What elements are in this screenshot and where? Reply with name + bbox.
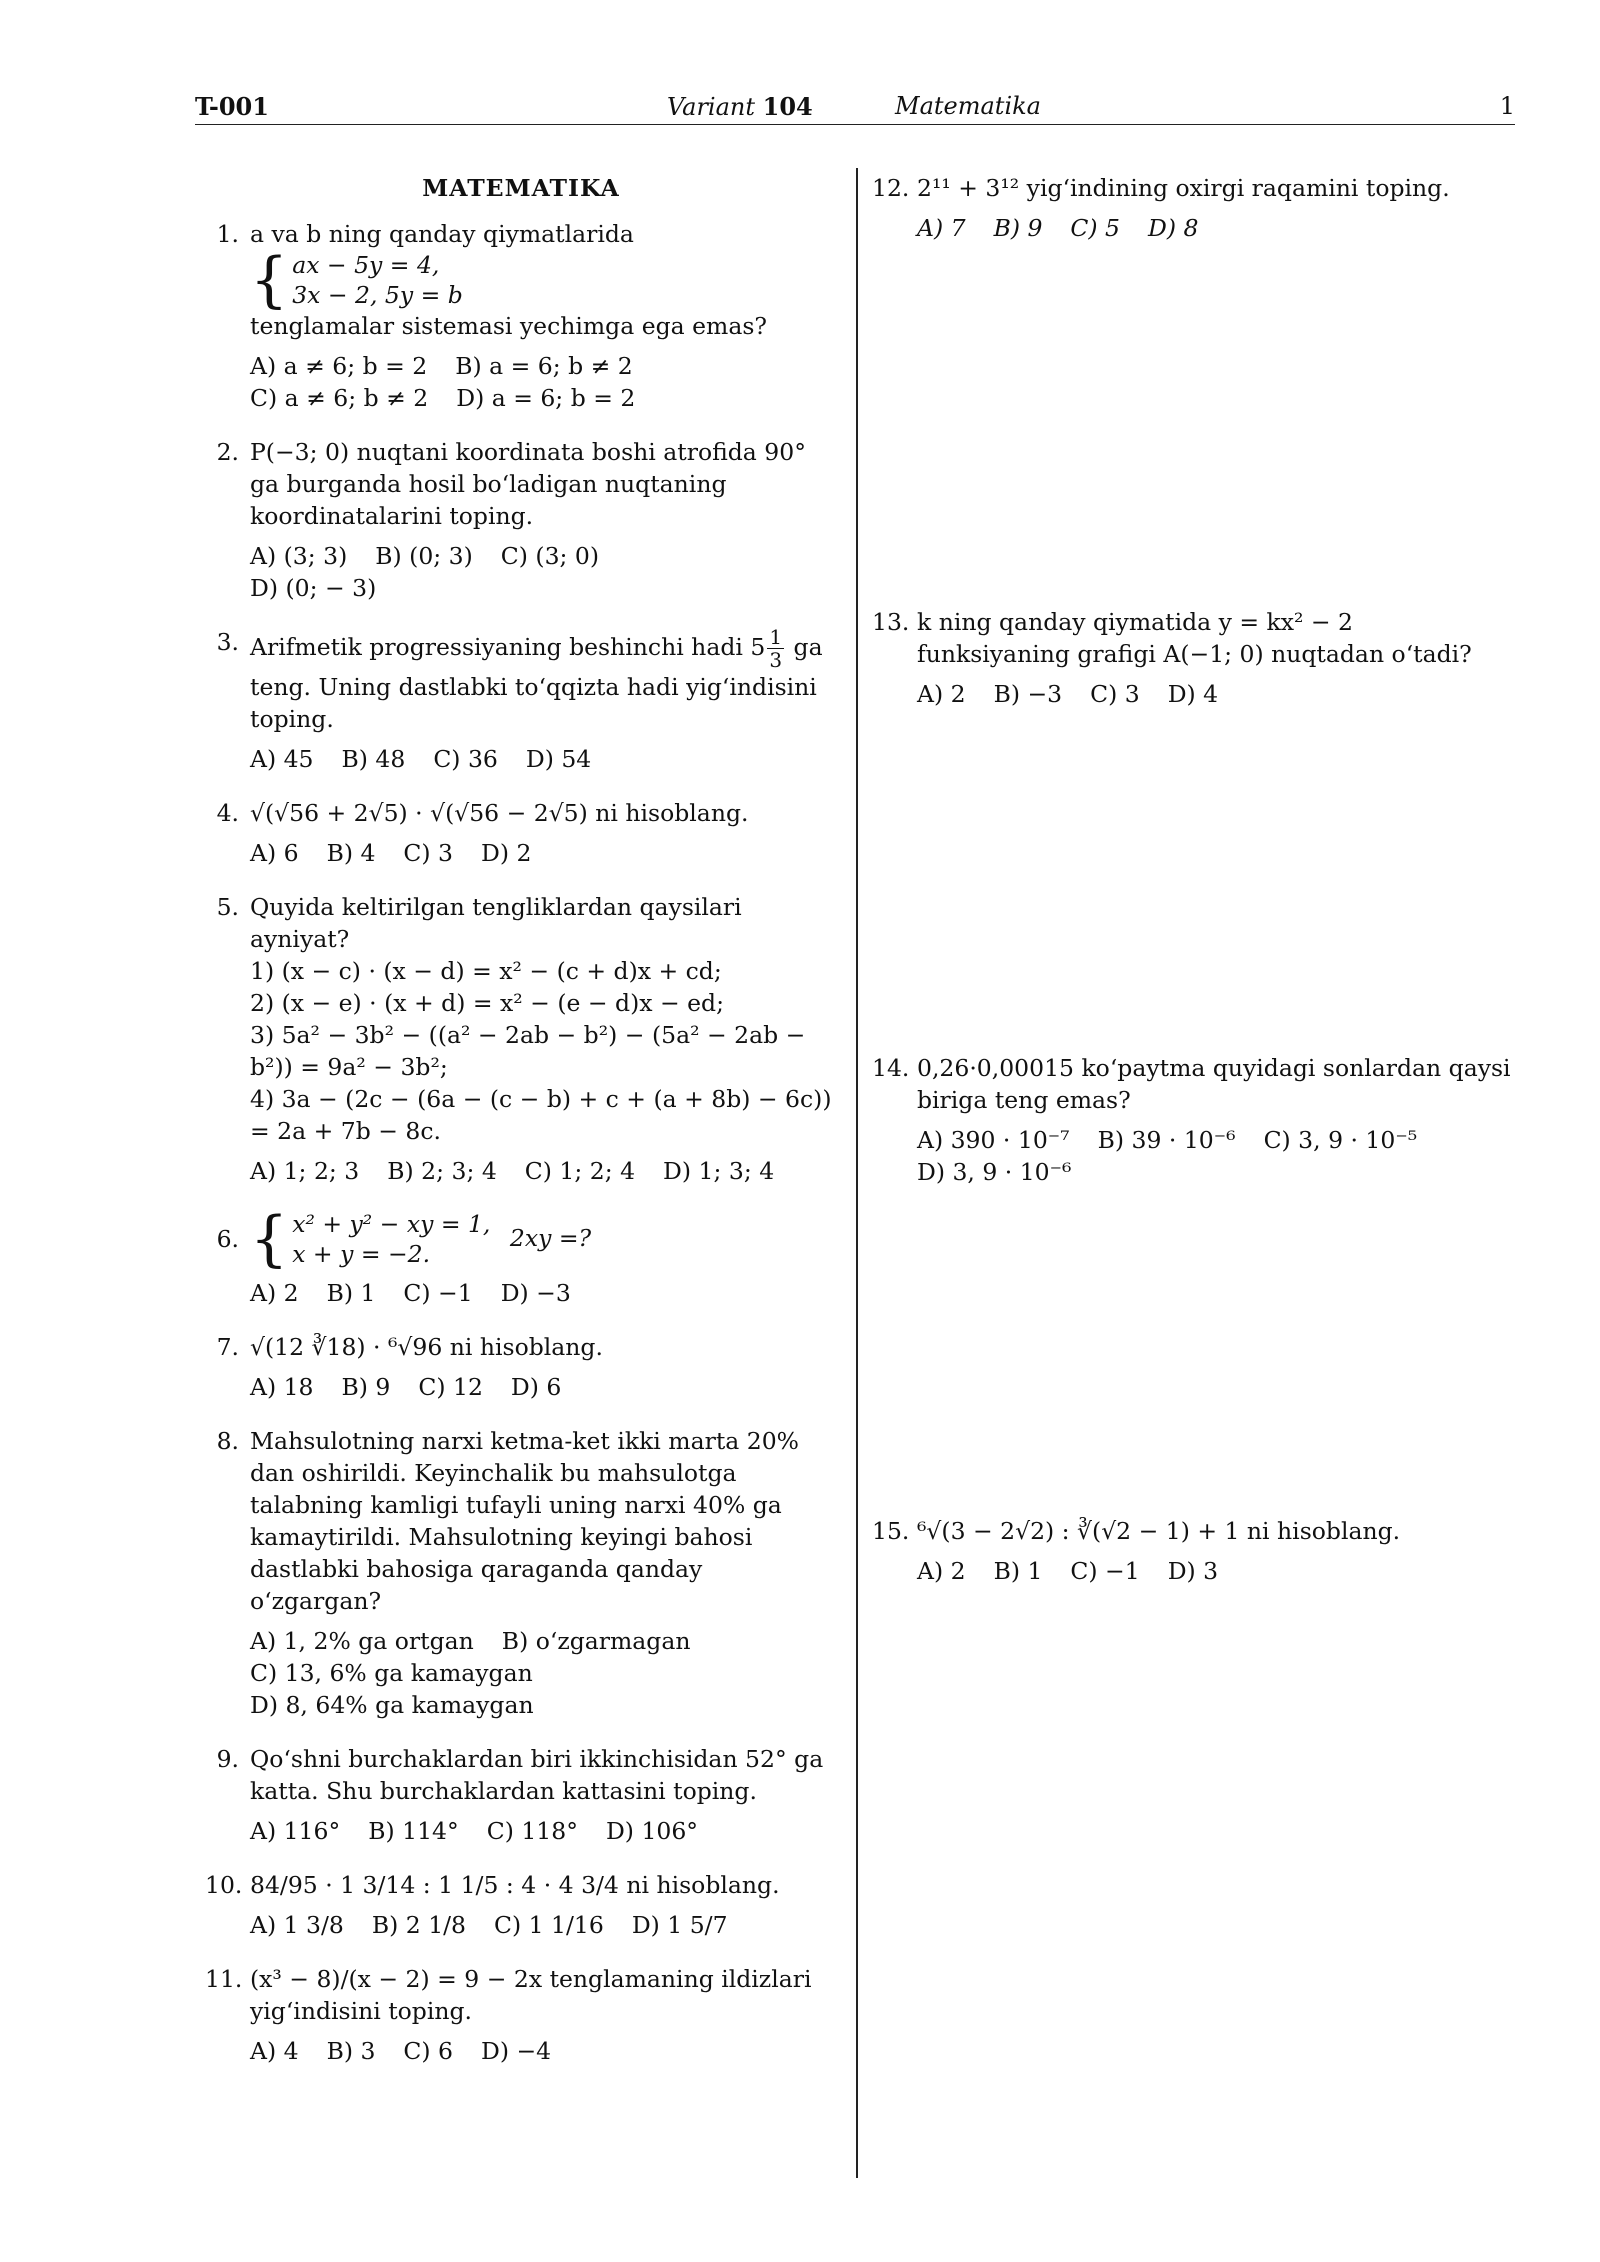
stem-text: tenglamalar sistemasi yechimga ega emas?	[250, 312, 767, 340]
choice-a[interactable]: A) a ≠ 6; b = 2	[250, 352, 428, 380]
stem-text: Quyida keltirilgan tengliklardan qaysilari ayniyat?	[250, 893, 742, 953]
subject-label: Matematika	[895, 92, 1041, 120]
problem-11	[205, 1963, 837, 2067]
problem-stem: Qo‘shni burchaklardan biri ikkinchisidan 52° ga katta. Shu burchaklardan kattasini toping.	[250, 1745, 824, 1805]
answer-choices	[250, 743, 837, 775]
choice-d[interactable]: D) −3	[500, 1279, 571, 1307]
problem-6	[205, 1204, 837, 1309]
identity-statement: 3) 5a² − 3b² − ((a² − 2ab − b²) − (5a² − 2ab − b²)) = 9a² − 3b²;	[250, 1021, 806, 1081]
problem-number: 10.	[205, 1871, 243, 1899]
answer-choices	[250, 1909, 837, 1941]
stem-text: a va b ning qanday qiymatlarida	[250, 220, 634, 248]
choice-b[interactable]: B) 1	[993, 1557, 1043, 1585]
problem-number: 6.	[216, 1225, 239, 1253]
choice-d[interactable]: D) 8, 64% ga kamaygan	[250, 1691, 534, 1719]
problem-stem: 2¹¹ + 3¹² yig‘indining oxirgi raqamini toping.	[917, 174, 1450, 202]
denominator: 3	[769, 648, 783, 672]
choice-d[interactable]: D) 1 5/7	[631, 1911, 728, 1939]
numerator: 1	[769, 625, 783, 649]
choice-b[interactable]: B) 1	[326, 1279, 376, 1307]
choice-b[interactable]: B) (0; 3)	[375, 542, 473, 570]
problem-5	[205, 891, 837, 1187]
page-number: 1	[1499, 92, 1515, 120]
variant-number: 104	[762, 92, 813, 121]
choice-b[interactable]: B) 2 1/8	[371, 1911, 467, 1939]
problem-stem: Mahsulotning narxi ketma-ket ikki marta 20% dan oshirildi. Keyinchalik bu mahsulotga talabning kamligi tufayli uning narxi 40% ga kamaytirildi. Mahsulotning keyingi bahosi dastlabki bahosiga qaraganda qanday o‘zgargan?	[250, 1427, 799, 1615]
choice-c[interactable]: C) a ≠ 6; b ≠ 2	[250, 384, 429, 412]
left-column	[205, 172, 837, 2089]
answer-choices	[250, 540, 837, 604]
problem-7	[205, 1331, 837, 1403]
problem-number: 7.	[216, 1333, 239, 1361]
answer-choices	[250, 1625, 837, 1721]
problem-stem: 84/95 · 1 3/14 : 1 1/5 : 4 · 4 3/4 ni hisoblang.	[250, 1871, 780, 1899]
choice-b[interactable]: B) 48	[341, 745, 406, 773]
choice-a[interactable]: A) 1; 2; 3	[250, 1157, 360, 1185]
problem-stem	[250, 1204, 837, 1274]
problem-3	[205, 626, 837, 775]
choice-b[interactable]: B) 114°	[368, 1817, 459, 1845]
choice-c[interactable]: C) 5	[1070, 214, 1120, 242]
choice-a[interactable]: A) 1 3/8	[250, 1911, 344, 1939]
choice-c[interactable]: C) 3	[1090, 680, 1140, 708]
choice-a[interactable]: A) 2	[917, 680, 966, 708]
variant-label	[667, 92, 813, 121]
choice-b[interactable]: B) 4	[326, 839, 376, 867]
choice-d[interactable]: D) 6	[510, 1373, 562, 1401]
problem-number: 2.	[216, 438, 239, 466]
problem-number: 12.	[872, 174, 910, 202]
problem-number: 13.	[872, 608, 910, 636]
choice-d[interactable]: D) 106°	[605, 1817, 699, 1845]
problem-stem: (x³ − 8)/(x − 2) = 9 − 2x tenglamaning ildizlari yig‘indisini toping.	[250, 1965, 812, 2025]
choice-b[interactable]: B) −3	[993, 680, 1063, 708]
choice-d[interactable]: D) 2	[481, 839, 532, 867]
choice-d[interactable]: D) (0; − 3)	[250, 574, 377, 602]
choice-c[interactable]: C) 1 1/16	[494, 1911, 604, 1939]
system-row: ax − 5y = 4,	[292, 251, 440, 279]
mixed-fraction	[767, 626, 784, 671]
test-code: T-001	[195, 92, 269, 121]
stem-text: ga teng. Uning dastlabki to‘qqizta hadi yig‘indisini toping.	[250, 633, 823, 733]
choice-c[interactable]: C) 118°	[486, 1817, 578, 1845]
choice-b[interactable]: B) 2; 3; 4	[387, 1157, 497, 1185]
brace-icon: {	[250, 1204, 289, 1274]
choice-b[interactable]: B) a = 6; b ≠ 2	[455, 352, 633, 380]
problem-stem: √(12 ∛18) · ⁶√96 ni hisoblang.	[250, 1333, 603, 1361]
choice-c[interactable]: C) 36	[433, 745, 498, 773]
choice-a[interactable]: A) 45	[250, 745, 314, 773]
system-row: x² + y² − xy = 1,	[292, 1210, 491, 1238]
problem-4	[205, 797, 837, 869]
identity-statement: 1) (x − c) · (x − d) = x² − (c + d)x + cd;	[250, 957, 722, 985]
choice-b[interactable]: B) 9	[993, 214, 1043, 242]
choice-d[interactable]: D) 4	[1167, 680, 1219, 708]
problem-2	[205, 436, 837, 604]
answer-choices	[250, 837, 837, 869]
choice-a[interactable]: A) 390 · 10⁻⁷	[917, 1126, 1070, 1154]
choice-a[interactable]: A) 6	[250, 839, 299, 867]
choice-d[interactable]: D) 1; 3; 4	[663, 1157, 775, 1185]
choice-a[interactable]: A) 116°	[250, 1817, 341, 1845]
choice-c[interactable]: C) 13, 6% ga kamaygan	[250, 1659, 533, 1687]
problem-number: 3.	[216, 628, 239, 656]
problem-14	[872, 1052, 1512, 1188]
problem-stem	[250, 218, 837, 342]
answer-choices	[917, 212, 1512, 244]
problem-13	[872, 606, 1512, 710]
choice-c[interactable]: C) −1	[403, 1279, 473, 1307]
blank-space	[872, 732, 1512, 1052]
choice-a[interactable]: A) (3; 3)	[250, 542, 348, 570]
problem-number: 15.	[872, 1517, 910, 1545]
system-row: 3x − 2, 5y = b	[292, 281, 463, 309]
identity-statement: 2) (x − e) · (x + d) = x² − (e − d)x − ed;	[250, 989, 724, 1017]
choice-a[interactable]: A) 18	[250, 1373, 314, 1401]
page-header	[195, 90, 1515, 125]
choice-d[interactable]: D) a = 6; b = 2	[456, 384, 636, 412]
problem-12	[872, 172, 1512, 244]
answer-choices	[917, 678, 1512, 710]
choice-d[interactable]: D) 8	[1148, 214, 1199, 242]
problem-stem: 0,26·0,00015 ko‘paytma quyidagi sonlardan qaysi biriga teng emas?	[917, 1054, 1511, 1114]
blank-space	[872, 266, 1512, 606]
choice-a[interactable]: A) 2	[250, 1279, 299, 1307]
answer-choices	[917, 1555, 1512, 1587]
answer-choices	[250, 1371, 837, 1403]
variant-word: Variant	[667, 93, 755, 121]
problem-10	[205, 1869, 837, 1941]
answer-choices	[250, 350, 837, 414]
equation-system	[250, 245, 463, 315]
answer-choices	[917, 1124, 1512, 1188]
problem-number: 9.	[216, 1745, 239, 1773]
equation-system	[250, 1204, 491, 1274]
choice-a[interactable]: A) 2	[917, 1557, 966, 1585]
problem-1	[205, 218, 837, 414]
choice-c[interactable]: C) 12	[418, 1373, 483, 1401]
choice-c[interactable]: C) 6	[403, 2037, 453, 2065]
column-divider	[856, 168, 858, 2178]
problem-15	[872, 1515, 1512, 1587]
problem-stem: k ning qanday qiymatida y = kx² − 2 funksiyaning grafigi A(−1; 0) nuqtadan o‘tadi?	[917, 608, 1472, 668]
brace-icon: {	[250, 245, 289, 315]
choice-b[interactable]: B) o‘zgarmagan	[501, 1627, 691, 1655]
problem-9	[205, 1743, 837, 1847]
choice-d[interactable]: D) 3, 9 · 10⁻⁶	[917, 1158, 1072, 1186]
problem-number: 11.	[205, 1965, 243, 1993]
choice-a[interactable]: A) 7	[917, 214, 966, 242]
problem-number: 1.	[216, 220, 239, 248]
problem-stem	[250, 891, 837, 1147]
answer-choices	[250, 2035, 837, 2067]
answer-choices	[250, 1815, 837, 1847]
answer-choices	[250, 1155, 837, 1187]
identity-statement: 4) 3a − (2c − (6a − (c − b) + c + (a + 8b) − 6c)) = 2a + 7b − 8c.	[250, 1085, 832, 1145]
problem-stem: ⁶√(3 − 2√2) : ∛(√2 − 1) + 1 ni hisoblang.	[917, 1517, 1401, 1545]
problem-number: 8.	[216, 1427, 239, 1455]
problem-stem: P(−3; 0) nuqtani koordinata boshi atrofida 90° ga burganda hosil bo‘ladigan nuqtaning koordinatalarini toping.	[250, 438, 806, 530]
answer-choices	[250, 1277, 837, 1309]
choice-d[interactable]: D) −4	[481, 2037, 552, 2065]
choice-b[interactable]: B) 9	[341, 1373, 391, 1401]
choice-c[interactable]: C) 3, 9 · 10⁻⁵	[1263, 1126, 1418, 1154]
section-title: MATEMATIKA	[422, 174, 620, 202]
stem-text: Arifmetik progressiyaning beshinchi hadi 5	[250, 633, 766, 661]
problem-number: 4.	[216, 799, 239, 827]
choice-b[interactable]: B) 39 · 10⁻⁶	[1097, 1126, 1236, 1154]
problem-8	[205, 1425, 837, 1721]
blank-space	[872, 1210, 1512, 1515]
choice-d[interactable]: D) 3	[1167, 1557, 1219, 1585]
problem-number: 14.	[872, 1054, 910, 1082]
right-column	[872, 172, 1512, 1609]
stem-text: 2xy =?	[509, 1223, 592, 1252]
choice-c[interactable]: C) 1; 2; 4	[524, 1157, 636, 1185]
choice-a[interactable]: A) 4	[250, 2037, 299, 2065]
system-row: x + y = −2.	[292, 1240, 431, 1268]
choice-c[interactable]: C) (3; 0)	[500, 542, 600, 570]
problem-stem: √(√56 + 2√5) · √(√56 − 2√5) ni hisoblang.	[250, 799, 749, 827]
problem-number: 5.	[216, 893, 239, 921]
choice-c[interactable]: C) 3	[403, 839, 453, 867]
choice-d[interactable]: D) 54	[525, 745, 592, 773]
problem-stem	[250, 626, 837, 735]
choice-c[interactable]: C) −1	[1070, 1557, 1140, 1585]
choice-a[interactable]: A) 1, 2% ga ortgan	[250, 1627, 474, 1655]
choice-b[interactable]: B) 3	[326, 2037, 376, 2065]
